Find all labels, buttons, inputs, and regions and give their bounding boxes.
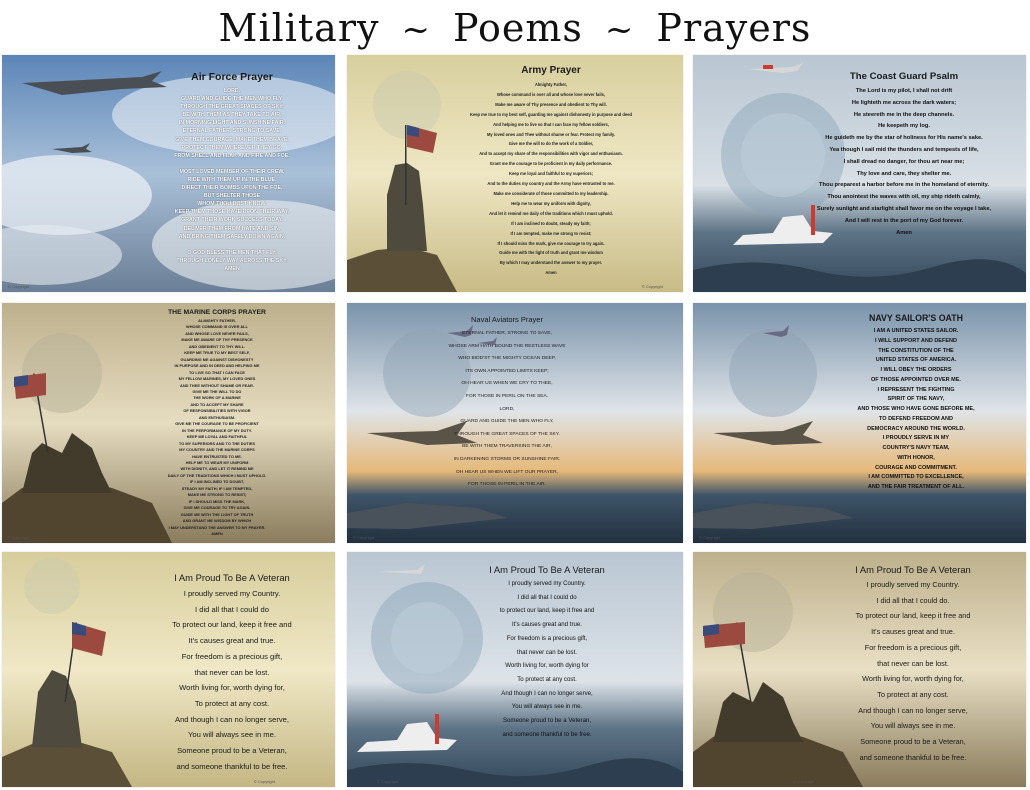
poem-line: KEEP ME LOYAL AND FAITHFUL — [186, 434, 248, 440]
poem-line: My loved ones and Thee without shame or fear. Protect my family. — [487, 131, 615, 137]
poem-line: COUNTRY'S NAVY TEAM, — [882, 445, 950, 451]
poem-line: O GOD BLESS THE MEN THAT FLY, — [187, 249, 277, 256]
poem-line: LORD, — [499, 406, 515, 412]
poem-line: I WILL SUPPORT AND DEFEND — [875, 337, 957, 344]
poem-line: Thou anointest the waves with oil, my ship rideth calmly, — [827, 194, 981, 201]
poem-line: You will always see in me. — [188, 730, 276, 740]
poem-line: I WILL OBEY THE ORDERS — [880, 367, 952, 373]
panel-veteran-coast-guard — [347, 552, 683, 787]
poem-line: AND WHOSE LOVE NEVER FAILS, — [185, 330, 249, 336]
poem-line: Whose command is over all and whose love never fails, — [496, 91, 606, 97]
poem-line: Amen — [896, 229, 912, 236]
poem-line: FOR THOSE IN PERIL ON THE SEA. — [465, 393, 549, 399]
poem-line: HAVE ENTRUSTED TO ME. — [192, 453, 242, 459]
copyright-mark: © Copyright — [377, 779, 399, 784]
poem-line: OF RESPONSIBILITIES WITH VIGOR — [183, 408, 251, 414]
poem-line: ETERNAL FATHER, STRONG TO SAVE, — [182, 128, 282, 135]
poem-line: THROUGH LONELY WAY ACROSS THE SKY. — [176, 257, 288, 264]
poem-line: AND OBEDIENT TO THY WILL. — [188, 343, 246, 349]
panel-navy-sailors-oath — [693, 303, 1026, 543]
poem-line: AND BRING THEM SAFELY DOWN AGAIN. — [178, 233, 286, 240]
poem-line: WHOSE ARM HATH BOUND THE RESTLESS WAVE — [448, 343, 566, 349]
poem-title: Naval Aviators Prayer — [471, 315, 543, 324]
panel-coast-guard-psalm — [693, 55, 1026, 292]
poem-line: It's causes great and true. — [188, 636, 276, 646]
poem-line: Worth living for, worth dying for — [505, 662, 589, 670]
poem-line: You will always see in me. — [870, 721, 956, 731]
poem-line: To protect our land, keep it free and — [172, 620, 292, 630]
poem-navy-oath — [821, 313, 1011, 493]
poem-line: BE WITH THEM AS THEY TAKE TO AIR, — [182, 112, 282, 119]
copyright-mark: © Copyright — [699, 535, 721, 540]
poem-veteran-3 — [813, 564, 1013, 765]
poem-line: GIVE ME COURAGE TO TRY AGAIN. — [183, 505, 251, 511]
poem-line: IN DARKENING STORMS OR SUNSHINE FAIR. — [453, 456, 561, 462]
panel-naval-aviators-prayer — [347, 303, 683, 543]
poem-line: THE WORK OF A MARINE — [193, 395, 241, 401]
poem-line: And to accept my share of the responsibilities with vigor and enthusiasm. — [479, 151, 623, 157]
poem-title: I Am Proud To Be A Veteran — [489, 564, 605, 575]
poem-line: ITS OWN APPOINTED LIMITS KEEP; — [465, 368, 549, 374]
poem-line: Someone proud to be a Veteran, — [177, 746, 287, 756]
poem-line: You will always see in me. — [511, 703, 583, 711]
poem-line: Grant me the courage to be proficient in my daily performance. — [489, 161, 613, 167]
poem-line: And I will rest in the port of my God forever. — [844, 217, 964, 224]
poem-title: Army Prayer — [521, 65, 581, 76]
poem-line: that never can be lost. — [877, 658, 949, 668]
poem-line: I AM A UNITED STATES SAILOR. — [873, 328, 959, 334]
poem-line: Someone proud to be a Veteran, — [860, 737, 966, 747]
poem-line: GUARD AND GUIDE THE MEN WHO FLY, — [180, 96, 284, 103]
poem-line: DELIVER THEM FROM HATE AND SIN, — [183, 225, 281, 232]
poem-line: It's causes great and true. — [871, 627, 955, 637]
poem-line: Thou preparest a harbor before me in the homeland of eternity. — [819, 182, 989, 189]
poem-line: AND THOSE WHO HAVE GONE BEFORE ME, — [857, 406, 975, 412]
poem-line: and someone thankful to be free. — [859, 752, 967, 762]
poem-line: And let it remind me daily of the traditions which I must uphold. — [489, 210, 613, 216]
poem-line: ALMIGHTY FATHER, — [198, 318, 236, 323]
poem-line: BUT SHELTER THOSE — [203, 193, 261, 200]
poem-line: IN THE PERFORMANCE OF MY DUTY. — [182, 427, 252, 433]
poem-line: BE WITH THEM TRAVERSING THE AIR, — [462, 444, 552, 450]
poem-veteran-1 — [132, 572, 332, 774]
poem-line: Worth living for, worth dying for, — [862, 674, 964, 684]
poem-line: DEMOCRACY AROUND THE WORLD. — [867, 425, 965, 432]
poem-line: TO MY SUPERIORS AND TO THE DUTIES — [178, 440, 256, 446]
poem-line: UNITED STATES OF AMERICA. — [875, 357, 957, 364]
poem-line: Make me considerate of those committed to my leadership. — [493, 190, 609, 196]
copyright-mark: © Copyright — [353, 535, 375, 540]
poem-line: I proudly served my Country. — [508, 580, 586, 587]
poem-line: I shall dread no danger, for thou art near me; — [843, 158, 965, 165]
copyright-mark: © Copyright — [253, 779, 275, 784]
poem-line: Almighty Father, — [534, 82, 568, 87]
poem-line: Yea though I sail mid the thunders and tempests of life, — [829, 146, 979, 153]
poem-title: THE MARINE CORPS PRAYER — [168, 309, 266, 316]
poem-line: OH HEAR US WHEN WE CRY TO THEE, — [461, 381, 553, 387]
poem-line: AND TO ACCEPT MY SHARE — [190, 401, 244, 407]
poem-line: To protect at any cost. — [877, 689, 949, 699]
poem-line: For freedom is a precious gift, — [181, 651, 283, 661]
poem-line: If I am tempted, make me strong to resist; — [510, 230, 592, 236]
panel-army-prayer — [347, 55, 683, 292]
title-word-military: Military — [218, 6, 380, 50]
poem-line: Keep me true to my best self, guarding me against dishonesty in purpose and deed — [470, 111, 632, 117]
panel-air-force-prayer — [2, 55, 335, 292]
poem-line: TO LIVE SO THAT I CAN FACE — [188, 369, 246, 375]
poem-line: And to the duties my country and the Army have entrusted to me. — [487, 181, 615, 187]
poem-line: DAILY OF THE TRADITIONS WHICH I MUST UPHOLD. — [167, 472, 267, 478]
copyright-mark: © Copyright — [8, 284, 30, 289]
panel-veteran-marines — [693, 552, 1026, 787]
poem-line: I did all that I could do — [517, 593, 577, 601]
poem-line: RIDE WITH THEM UP IN THE BLUE. — [187, 176, 277, 183]
poem-line: KEEP ME TRUE TO MY BEST SELF, — [184, 350, 250, 356]
poem-line: I MAY UNDERSTAND THE ANSWER TO MY PRAYER. — [168, 524, 266, 530]
poem-line: MY COUNTRY AND THE MARINE CORPS — [179, 447, 255, 453]
poem-line: STEADY MY FAITH; IF I AM TEMPTED, — [181, 485, 253, 491]
poem-line: Keep me loyal and faithful to my superiors; — [509, 171, 593, 177]
poem-line: By which I may understand the answer to my prayer. — [499, 260, 603, 266]
poem-line: WHOSE COMMAND IS OVER ALL — [186, 324, 248, 330]
poem-title: I Am Proud To Be A Veteran — [855, 564, 971, 575]
poem-line: I proudly served my Country. — [183, 589, 281, 598]
poem-line: He guideth me by the star of holiness for His name's sake. — [825, 135, 983, 142]
poem-marine-corps — [114, 309, 320, 537]
poem-spacer — [132, 241, 332, 249]
poem-line: And though I can no longer serve, — [175, 714, 289, 724]
title-word-poems: Poems — [452, 6, 583, 50]
poem-line: GUARD AND GUIDE THE MEN WHO FLY, — [460, 419, 554, 425]
poem-line: to protect our land, keep it free and — [499, 607, 595, 615]
poem-line: Help me to wear my uniform with dignity, — [511, 200, 591, 206]
copyright-mark: © Copyright — [793, 779, 815, 784]
poem-line: MY FELLOW MARINES, MY LOVED ONES — [178, 376, 256, 382]
poem-title: Air Force Prayer — [191, 71, 273, 83]
title-separator: ~ — [401, 10, 431, 50]
poem-line: Amen — [545, 270, 557, 276]
title-separator: ~ — [604, 10, 635, 50]
poem-line: He keepeth my log. — [878, 123, 930, 130]
poem-line: IN PURPOSE AND IN DEED AND HELPING ME — [174, 363, 260, 369]
poem-line: I AM COMMITTED TO EXCELLENCE, — [868, 474, 964, 481]
poem-line: Make me aware of Thy presence and obedient to Thy will. — [495, 101, 607, 107]
poem-line: MAKE ME AWARE OF THY PRESENCE — [181, 337, 253, 343]
poem-line: THROUGH THE GREAT SPACES OF THE SKY. — [454, 431, 560, 437]
poem-line: GIVE ME THE WILL TO DO — [192, 388, 242, 394]
poem-line: AMEN — [211, 530, 223, 536]
poem-line: And though I can no longer serve, — [858, 705, 968, 715]
poem-line: The Lord is my pilot, I shall not drift — [855, 88, 953, 94]
poem-line: GIVE THEM COURAGE, MAKE THEM BRAVE. — [175, 136, 289, 143]
poem-line: GUIDE ME WITH THE LIGHT OF TRUTH — [180, 511, 254, 517]
poem-line: AND GRANT ME WISDOM BY WHICH — [182, 518, 252, 524]
poem-line: To protect at any cost. — [517, 675, 577, 683]
poem-line: AND THEE WITHOUT SHAME OR FEAR. — [180, 382, 254, 388]
poem-line: WHOM THOU DOST KNOW. — [197, 201, 267, 208]
poem-line: AND ENTHUSIASM. — [198, 414, 236, 420]
poem-line: For freedom is a precious gift, — [506, 634, 588, 642]
poem-line: WITH DIGNITY, AND LET IT REMIND ME — [180, 466, 254, 472]
poem-line: ETERNAL FATHER, STRONG TO SAVE, — [462, 331, 552, 336]
poem-line: GIVE ME THE COURAGE TO BE PROFICIENT — [175, 421, 259, 427]
poem-line: THROUGH THE GREAT SPACES OF SKY. — [180, 104, 284, 111]
poem-army — [433, 65, 669, 278]
poem-line: To protect our land, keep it free and — [855, 611, 971, 621]
poem-line: AND THE FAIR TREATMENT OF ALL. — [867, 484, 965, 490]
poem-line: It's causes great and true. — [512, 621, 582, 629]
poem-line: He steereth me in the deep channels. — [853, 111, 955, 118]
poem-naval-aviators — [387, 315, 627, 492]
page-title — [0, 6, 1030, 50]
poem-line: TO DEFEND FREEDOM AND — [879, 415, 953, 422]
poem-line: and someone thankful to be free. — [176, 761, 288, 771]
poem-line: GUARDING ME AGAINST DISHONESTY — [180, 356, 254, 362]
poem-line: I proudly served my Country. — [866, 580, 960, 589]
poem-line: Give me the will to do the work of a Soldier, — [508, 141, 594, 147]
poem-line: SPIRIT OF THE NAVY, — [887, 396, 945, 403]
poem-line: LORD, — [223, 88, 241, 94]
poem-line: PROTECT THEM WHEREVER THEY GO, — [181, 144, 283, 151]
poem-title: The Coast Guard Psalm — [849, 71, 959, 82]
title-word-prayers: Prayers — [656, 6, 812, 50]
poem-line: MAKE ME STRONG TO RESIST; — [187, 492, 247, 498]
poem-line: HELP ME TO WEAR MY UNIFORM — [185, 459, 249, 465]
poem-line: OF THOSE APPOINTED OVER ME. — [871, 376, 961, 383]
poem-line: COURAGE AND COMMITMENT. — [875, 464, 957, 471]
poem-title: NAVY SAILOR'S OATH — [869, 313, 963, 323]
poem-veteran-2 — [447, 564, 647, 741]
poem-line: IF I AM INCLINED TO DOUBT, — [189, 479, 245, 485]
poem-line: I REPRESENT THE FIGHTING — [877, 386, 955, 393]
poem-line: FROM SHELL AND FLAK AND FIRE AND FOE. — [174, 152, 290, 159]
poem-line: And helping me to live so that I can face my fellow soldiers, — [493, 121, 609, 127]
poem-line: FOR THOSE IN PERIL IN THE AIR. — [468, 482, 546, 488]
poem-line: WHO BIDD'ST THE MIGHTY OCEAN DEEP, — [458, 356, 556, 362]
panel-veteran-army — [2, 552, 335, 787]
poem-line: OH HEAR US WHEN WE LIFT OUR PRAYER, — [456, 469, 558, 475]
poem-line: Thy love and care, they shelter me. — [856, 170, 952, 177]
copyright-mark: © Copyright — [641, 284, 663, 289]
poem-line: If I am inclined to doubt, steady my faith; — [511, 220, 591, 226]
poem-line: IN MORNING LIGHT AND SUNSHINE FAIR. — [178, 120, 286, 127]
poem-line: To protect at any cost. — [194, 698, 270, 708]
poem-line: Guide me with the light of truth and grant me wisdom — [499, 250, 603, 256]
poem-air-force — [132, 71, 332, 273]
poem-line: He lighteth me across the dark waters; — [851, 99, 957, 106]
poem-line: I PROUDLY SERVE IN MY — [882, 435, 950, 442]
panel-marine-corps-prayer — [2, 303, 335, 543]
poem-line: And though I can no longer serve, — [501, 689, 593, 697]
copyright-mark: © Copyright — [8, 535, 30, 540]
poem-line: I did all that I could do. — [876, 595, 950, 605]
poem-line: THE CONSTITUTION OF THE — [878, 347, 954, 354]
poem-line: MOST LOVED MEMBER OF THEIR CREW, — [179, 168, 285, 175]
poem-line: Worth living for, worth dying for, — [179, 683, 285, 693]
poem-line: DIRECT THEIR BOMBS UPON THE FOE, — [181, 185, 283, 192]
poem-spacer — [132, 160, 332, 168]
poem-line: IF I SHOULD MISS THE MARK, — [188, 498, 246, 504]
poem-line: that never can be lost. — [517, 648, 577, 656]
poem-line: and someone thankful to be free. — [502, 730, 592, 738]
poem-line: WITH HONOR, — [897, 454, 935, 461]
poem-coast-guard — [789, 71, 1019, 239]
poem-line: Surely sunlight and starlight shall favor me on the voyage I take, — [816, 205, 992, 212]
poem-line: If I should miss the mark, give me courage to try again. — [497, 240, 605, 246]
poem-line: that never can be lost. — [194, 667, 270, 677]
poem-line: I did all that I could do — [195, 604, 269, 614]
poem-line: KEEP THEM THOSE HAVE UPON THEIR WAY, — [174, 209, 290, 216]
poem-line: GRANT THEIR WORK SUCCESS TODAY. — [181, 217, 283, 224]
poem-line: AMEN — [224, 265, 240, 272]
poem-line: For freedom is a precious gift, — [864, 642, 962, 652]
poem-line: Someone proud to be a Veteran, — [502, 717, 592, 725]
poem-title: I Am Proud To Be A Veteran — [174, 572, 290, 583]
